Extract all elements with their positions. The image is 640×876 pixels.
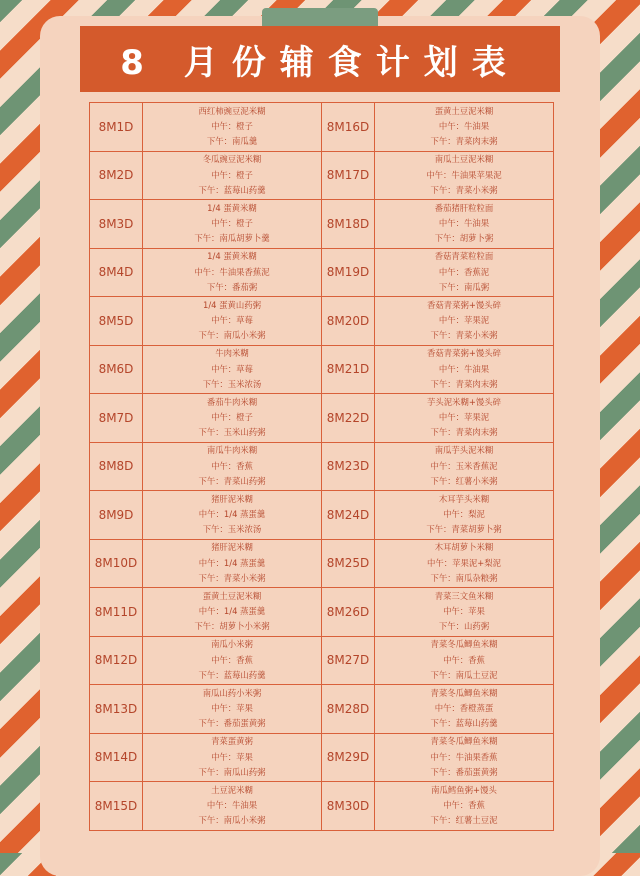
day-code-cell: 8M21D — [322, 345, 375, 394]
afternoon-line: 下午：番茄蛋黄粥 — [198, 718, 266, 729]
breakfast-line: 1/4 蛋黄山药粥 — [202, 299, 261, 310]
meal-cell — [143, 151, 322, 200]
noon-line: 中午：1/4 蒸蛋羹 — [198, 557, 266, 568]
breakfast-line: 番茄猪肝粒粒面 — [434, 202, 494, 213]
meal-cell — [143, 539, 322, 588]
afternoon-line: 下午：南瓜羹 — [206, 136, 258, 147]
breakfast-line: 猪肝泥米糊 — [211, 542, 253, 553]
meal-cell — [375, 151, 554, 200]
afternoon-line: 下午：玉米山药粥 — [198, 427, 266, 438]
afternoon-line: 下午：胡萝卜小米粥 — [194, 621, 270, 632]
breakfast-line: 香菇青菜粥+馒头碎 — [426, 299, 502, 310]
noon-line: 中午：苹果 — [211, 751, 253, 762]
noon-line: 中午：苹果泥 — [438, 412, 490, 423]
noon-line: 中午：牛油果 — [438, 363, 490, 374]
afternoon-line: 下午：红薯土豆泥 — [430, 815, 498, 826]
day-code-cell: 8M16D — [322, 103, 375, 152]
meal-cell — [143, 394, 322, 443]
noon-line: 中午：玉米香蕉泥 — [430, 460, 498, 471]
noon-line: 中午：香蕉 — [443, 800, 485, 811]
plan-table-wrapper — [89, 102, 551, 831]
afternoon-line: 下午：蓝莓山药羹 — [198, 669, 266, 680]
breakfast-line: 青菜三文鱼米糊 — [434, 590, 494, 601]
afternoon-line: 下午：番茄蛋黄粥 — [430, 766, 498, 777]
noon-line: 中午：牛油果苹果泥 — [426, 169, 502, 180]
breakfast-line: 青菜冬瓜鲫鱼米糊 — [430, 639, 498, 650]
afternoon-line: 下午：青菜肉末粥 — [430, 136, 498, 147]
breakfast-line: 西红柿豌豆泥米糊 — [198, 105, 266, 116]
noon-line: 中午：香蕉 — [443, 654, 485, 665]
day-code-cell: 8M19D — [322, 248, 375, 297]
meal-cell — [375, 442, 554, 491]
breakfast-line: 南瓜小米粥 — [211, 639, 253, 650]
meal-cell — [375, 539, 554, 588]
noon-line: 中午：苹果泥+梨泥 — [426, 557, 502, 568]
meal-cell — [143, 491, 322, 540]
day-code-cell: 8M8D — [90, 442, 143, 491]
day-code-cell: 8M29D — [322, 733, 375, 782]
afternoon-line: 下午：青菜小米粥 — [198, 572, 266, 583]
day-code-cell: 8M23D — [322, 442, 375, 491]
breakfast-line: 蛋黄土豆泥米糊 — [202, 590, 262, 601]
noon-line: 中午：草莓 — [211, 315, 253, 326]
day-code-cell: 8M25D — [322, 539, 375, 588]
day-code-cell: 8M13D — [90, 685, 143, 734]
afternoon-line: 下午：青菜肉末粥 — [430, 427, 498, 438]
afternoon-line: 下午：南瓜杂粮粥 — [430, 572, 498, 583]
noon-line: 中午：1/4 蒸蛋羹 — [198, 606, 266, 617]
breakfast-line: 1/4 蛋黄米糊 — [207, 202, 257, 213]
meal-cell — [143, 442, 322, 491]
table-row — [90, 491, 554, 540]
noon-line: 中午：牛油果 — [438, 121, 490, 132]
breakfast-line: 牛肉米糊 — [215, 348, 249, 359]
afternoon-line: 下午：南瓜小米粥 — [198, 330, 266, 341]
breakfast-line: 冬瓜豌豆泥米糊 — [202, 154, 262, 165]
meal-cell — [143, 345, 322, 394]
meal-cell — [143, 733, 322, 782]
table-row — [90, 588, 554, 637]
day-code-cell: 8M28D — [322, 685, 375, 734]
meal-cell — [375, 345, 554, 394]
breakfast-line: 南瓜牛肉米糊 — [206, 445, 258, 456]
breakfast-line: 南瓜芋头泥米糊 — [434, 445, 494, 456]
meal-cell — [375, 394, 554, 443]
afternoon-line: 下午：青菜肉末粥 — [430, 378, 498, 389]
breakfast-line: 1/4 蛋黄米糊 — [207, 251, 257, 262]
table-row — [90, 685, 554, 734]
noon-line: 中午：苹果 — [211, 703, 253, 714]
breakfast-line: 猪肝泥米糊 — [211, 493, 253, 504]
breakfast-line: 芋头泥米糊+馒头碎 — [426, 396, 502, 407]
day-code-cell: 8M9D — [90, 491, 143, 540]
table-row — [90, 394, 554, 443]
day-code-cell: 8M26D — [322, 588, 375, 637]
table-row — [90, 733, 554, 782]
afternoon-line: 下午：番茄粥 — [206, 281, 258, 292]
meal-cell — [143, 200, 322, 249]
meal-cell — [375, 297, 554, 346]
table-row — [90, 103, 554, 152]
meal-cell — [143, 297, 322, 346]
day-code-cell: 8M2D — [90, 151, 143, 200]
afternoon-line: 下午：青菜山药粥 — [198, 475, 266, 486]
noon-line: 中午：草莓 — [211, 363, 253, 374]
day-code-cell: 8M7D — [90, 394, 143, 443]
day-code-cell: 8M11D — [90, 588, 143, 637]
day-code-cell: 8M1D — [90, 103, 143, 152]
noon-line: 中午：牛油果香蕉泥 — [194, 266, 270, 277]
breakfast-line: 香菇青菜粥+馒头碎 — [426, 348, 502, 359]
noon-line: 中午：牛油果 — [438, 218, 490, 229]
breakfast-line: 木耳胡萝卜米糊 — [434, 542, 494, 553]
afternoon-line: 下午：红薯小米粥 — [430, 475, 498, 486]
day-code-cell: 8M3D — [90, 200, 143, 249]
meal-cell — [143, 248, 322, 297]
noon-line: 中午：橙子 — [211, 169, 253, 180]
meal-cell — [143, 782, 322, 831]
day-code-cell: 8M30D — [322, 782, 375, 831]
table-row — [90, 151, 554, 200]
day-code-cell: 8M14D — [90, 733, 143, 782]
table-row — [90, 442, 554, 491]
afternoon-line: 下午：南瓜胡萝卜羹 — [194, 233, 270, 244]
day-code-cell: 8M20D — [322, 297, 375, 346]
meal-cell — [375, 200, 554, 249]
page-title: 8 月份辅食计划表 — [80, 26, 560, 92]
afternoon-line: 下午：蓝莓山药羹 — [430, 718, 498, 729]
afternoon-line: 下午：山药粥 — [438, 621, 490, 632]
day-code-cell: 8M22D — [322, 394, 375, 443]
table-row — [90, 248, 554, 297]
day-code-cell: 8M12D — [90, 636, 143, 685]
noon-line: 中午：香蕉 — [211, 460, 253, 471]
noon-line: 中午：橙子 — [211, 218, 253, 229]
day-code-cell: 8M24D — [322, 491, 375, 540]
noon-line: 中午：香橙蒸蛋 — [434, 703, 494, 714]
breakfast-line: 土豆泥米糊 — [211, 784, 253, 795]
meal-cell — [375, 491, 554, 540]
table-row — [90, 297, 554, 346]
noon-line: 中午：1/4 蒸蛋羹 — [198, 509, 266, 520]
meal-cell — [375, 685, 554, 734]
meal-cell — [375, 733, 554, 782]
afternoon-line: 下午：青菜小米粥 — [430, 184, 498, 195]
day-code-cell: 8M10D — [90, 539, 143, 588]
afternoon-line: 下午：蓝莓山药羹 — [198, 184, 266, 195]
day-code-cell: 8M27D — [322, 636, 375, 685]
breakfast-line: 青菜冬瓜鲫鱼米糊 — [430, 687, 498, 698]
breakfast-line: 香菇青菜粒粒面 — [434, 251, 494, 262]
breakfast-line: 南瓜土豆泥米糊 — [434, 154, 494, 165]
afternoon-line: 下午：玉米浓汤 — [202, 378, 262, 389]
afternoon-line: 下午：胡萝卜粥 — [434, 233, 494, 244]
breakfast-line: 南瓜山药小米粥 — [202, 687, 262, 698]
breakfast-line: 蛋黄土豆泥米糊 — [434, 105, 494, 116]
afternoon-line: 下午：南瓜小米粥 — [198, 815, 266, 826]
breakfast-line: 南瓜鳕鱼粥+馒头 — [431, 784, 497, 795]
afternoon-line: 下午：青菜胡萝卜粥 — [426, 524, 502, 535]
day-code-cell: 8M15D — [90, 782, 143, 831]
table-row — [90, 345, 554, 394]
day-code-cell: 8M5D — [90, 297, 143, 346]
afternoon-line: 下午：南瓜土豆泥 — [430, 669, 498, 680]
meal-cell — [143, 588, 322, 637]
meal-cell — [143, 636, 322, 685]
plan-table — [89, 102, 554, 831]
day-code-cell: 8M6D — [90, 345, 143, 394]
table-row — [90, 539, 554, 588]
meal-cell — [143, 103, 322, 152]
meal-cell — [375, 782, 554, 831]
meal-cell — [375, 588, 554, 637]
meal-cell — [143, 685, 322, 734]
meal-cell — [375, 248, 554, 297]
afternoon-line: 下午：青菜小米粥 — [430, 330, 498, 341]
meal-cell — [375, 103, 554, 152]
noon-line: 中午：橙子 — [211, 412, 253, 423]
breakfast-line: 番茄牛肉米糊 — [206, 396, 258, 407]
day-code-cell: 8M4D — [90, 248, 143, 297]
noon-line: 中午：苹果 — [443, 606, 485, 617]
afternoon-line: 下午：南瓜山药粥 — [198, 766, 266, 777]
afternoon-line: 下午：南瓜粥 — [438, 281, 490, 292]
noon-line: 中午：牛油果 — [206, 800, 258, 811]
breakfast-line: 青菜蛋黄粥 — [211, 736, 253, 747]
noon-line: 中午：香蕉 — [211, 654, 253, 665]
breakfast-line: 青菜冬瓜鲫鱼米糊 — [430, 736, 498, 747]
meal-cell — [375, 636, 554, 685]
table-row — [90, 200, 554, 249]
breakfast-line: 木耳芋头米糊 — [438, 493, 490, 504]
table-row — [90, 782, 554, 831]
noon-line: 中午：香蕉泥 — [438, 266, 490, 277]
noon-line: 中午：橙子 — [211, 121, 253, 132]
noon-line: 中午：牛油果香蕉 — [430, 751, 498, 762]
afternoon-line: 下午：玉米浓汤 — [202, 524, 262, 535]
day-code-cell: 8M17D — [322, 151, 375, 200]
noon-line: 中午：梨泥 — [443, 509, 485, 520]
noon-line: 中午：苹果泥 — [438, 315, 490, 326]
table-row — [90, 636, 554, 685]
day-code-cell: 8M18D — [322, 200, 375, 249]
